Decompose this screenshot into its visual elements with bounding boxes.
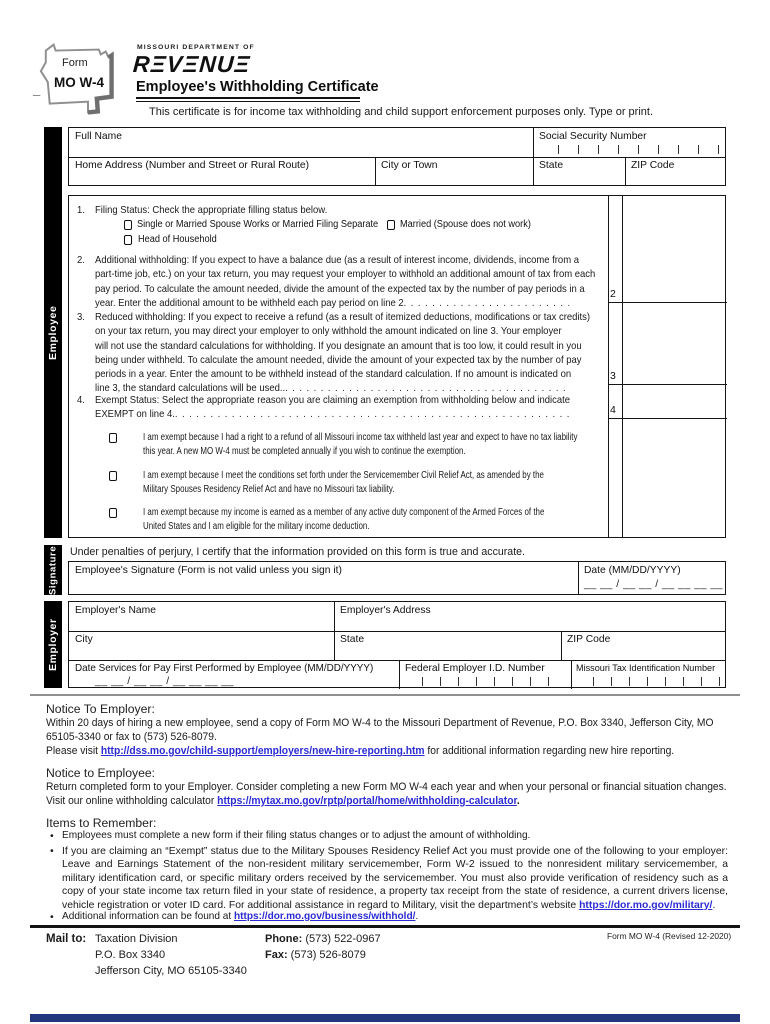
employer-row-divider-1	[69, 631, 725, 632]
exempt-reason-3	[143, 506, 632, 535]
date-services-label: Date Services for Pay First Performed by Employee (MM/DD/YYYY)	[75, 663, 374, 674]
option-single-label: Single or Married Spouse Works or Married Filing Separate	[137, 219, 379, 230]
employer-name-field[interactable]: Employer's Name	[75, 605, 156, 616]
signature-section-band	[44, 545, 62, 595]
checkbox-exempt-military-income[interactable]	[109, 508, 117, 518]
notice-employee-line2-pre: Visit our online withholding calculator	[46, 795, 218, 807]
exempt1-l2: this year. A new MO W-4 must be completed annually if you wish to continue the exemption.	[143, 446, 466, 458]
phone-line	[265, 933, 381, 945]
notice-employee-line2-post: .	[516, 795, 520, 807]
line2-amount-box[interactable]	[624, 216, 725, 301]
margin-mark: _	[33, 82, 41, 97]
mail-address-line1: Taxation Division	[95, 933, 178, 945]
fein-field[interactable]	[405, 677, 565, 686]
checkbox-exempt-refund[interactable]	[109, 433, 117, 443]
line1-num: 1.	[77, 205, 85, 216]
bullet1-glyph: •	[50, 830, 54, 842]
phone-label: Phone:	[265, 933, 303, 945]
exempt1-l1: I am exempt because I had a right to a refund of all Missouri income tax withheld last year and expect to have no tax liability	[143, 432, 578, 443]
bullet3-glyph: •	[50, 911, 54, 923]
notice-employer-line2: 65105-3340 or fax to (573) 526-8079.	[46, 731, 217, 743]
info-table-row-divider	[69, 157, 725, 158]
notice-employee-line2	[46, 795, 520, 807]
form-word: Form	[62, 57, 88, 69]
notice-employer-heading: Notice To Employer:	[46, 702, 155, 716]
line4-dot-leader	[175, 408, 569, 422]
items-bullet2	[62, 845, 728, 914]
exempt3-l1: I am exempt because my income is earned as a member of any active duty component of the Armed Forces of the	[143, 507, 545, 518]
line3-l6: line 3, the standard calculations will be used.. . . .	[95, 382, 569, 396]
items-bullet3-pre: Additional information can be found at	[62, 911, 235, 922]
perjury-statement: Under penalties of perjury, I certify that the information provided on this form is true and accurate.	[70, 546, 525, 558]
form-number: MO W-4	[54, 75, 104, 90]
zip-code-field[interactable]: ZIP Code	[631, 160, 675, 171]
ssn-field-label: Social Security Number	[539, 131, 647, 142]
form-revision: Form MO W-4 (Revised 12-2020)	[607, 931, 732, 941]
employee-lines-box	[68, 195, 726, 538]
option-married-label: Married (Spouse does not work)	[400, 219, 531, 230]
line3-number: 3	[610, 370, 616, 382]
employee-section-band	[44, 127, 62, 538]
withhold-info-link[interactable]: https://dor.mo.gov/business/withhold/	[234, 911, 416, 922]
items-bullet2-pre: If you are claiming an “Exempt” status due to the Military Spouses Residency Relief Act you must provide one of the following to your employer: Leave and Earnings Statement of the non-resident military servicemember, Form W-2 issued to the nonresident military servicemember, a military identification card, or specific military orders received by the servicemember. You must also provide verification of residency such as a copy of your state income tax return filed in your state of residence, a property tax receipt from the state of residence, a current drivers license, vehicle registration or voter ID card. For additional assistance in regard to Military, visit the department’s website	[62, 846, 728, 911]
employee-signature-field[interactable]: Employee's Signature (Form is not valid unless you sign it)	[75, 565, 342, 576]
fax-line	[265, 949, 366, 961]
full-name-field[interactable]: Full Name	[75, 131, 122, 142]
line4-paragraph	[95, 394, 606, 423]
option-head-label: Head of Household	[138, 234, 217, 245]
signature-box	[68, 561, 726, 595]
employer-band-label: Employer	[47, 618, 59, 671]
exempt2-l2: Military Spouses Residency Relief Act and have no Missouri tax liability.	[143, 484, 395, 496]
employer-zip-field[interactable]: ZIP Code	[567, 634, 611, 645]
mail-address-line2: P.O. Box 3340	[95, 949, 166, 961]
employee-info-table	[68, 127, 726, 186]
line3-l5: periods in a year. Enter the amount to be withheld instead of the standard calculation. If no amount is indicated on	[95, 369, 572, 381]
items-heading: Items to Remember:	[46, 816, 157, 830]
bottom-page-bar	[30, 1014, 740, 1022]
form-subtitle: This certificate is for income tax withholding and child support enforcement purposes only. Type or print.	[149, 106, 654, 118]
mo-tax-id-label: Missouri Tax Identification Number	[576, 663, 716, 674]
employer-section-band	[44, 601, 62, 688]
revenue-logo: RΞVΞNUΞ	[132, 51, 252, 77]
city-or-town-field[interactable]: City or Town	[381, 160, 438, 171]
employer-col-fein	[399, 660, 400, 690]
employer-table	[68, 601, 726, 688]
form-title: Employee's Withholding Certificate	[136, 79, 379, 95]
line3-l2: on your tax return, you may direct your employer to only withhold the amount indicated on line 3. Your employer	[95, 326, 562, 338]
items-bullet1: Employees must complete a new form if their filing status changes or to adjust the amount of withholding.	[62, 830, 531, 841]
checkbox-head-of-household[interactable]	[124, 235, 132, 245]
info-table-col-divider-ssn	[533, 128, 534, 185]
line2-l3: pay period. To calculate the amount needed, divide the amount of the expected tax by the number of pay periods in a	[95, 283, 585, 295]
line4-l1: Exempt Status: Select the appropriate reason you are claiming an exemption from withholding below and indicate	[95, 395, 571, 406]
department-line: MISSOURI DEPARTMENT OF	[137, 44, 255, 51]
line4-number: 4	[610, 404, 616, 416]
info-table-col-divider-city	[375, 157, 376, 186]
title-underline-top	[136, 97, 360, 99]
checkbox-married[interactable]	[387, 220, 395, 230]
fein-label: Federal Employer I.D. Number	[405, 663, 545, 674]
items-bullet3	[62, 911, 418, 922]
signature-date-label: Date (MM/DD/YYYY)	[584, 565, 681, 576]
mail-to-label: Mail to:	[46, 933, 87, 945]
new-hire-reporting-link[interactable]: http://dss.mo.gov/child-support/employers/new-hire-reporting.htm	[100, 745, 425, 757]
line2-l4: year. Enter the additional amount to be withheld each pay period on line 2 . . .	[95, 297, 569, 311]
employer-col-moid	[571, 660, 572, 690]
line2-l1: Additional withholding: If you expect to have a balance due (as a result of interest income, dividends, income from a	[95, 255, 580, 266]
exempt-reason-1	[143, 431, 673, 460]
employer-col-name-address	[334, 602, 335, 660]
employer-state-field[interactable]: State	[340, 634, 365, 645]
title-underline-bottom	[136, 101, 360, 103]
employer-section-rule	[30, 694, 740, 696]
state-field[interactable]: State	[539, 160, 564, 171]
phone-value: (573) 522-0967	[302, 933, 381, 945]
line3-num: 3.	[77, 312, 85, 323]
line3-l1: Reduced withholding: If you expect to receive a refund (as a result of itemized deductions, modifications or tax credits)	[95, 312, 591, 323]
line3-amount-box[interactable]	[624, 306, 725, 383]
bullet2-glyph: •	[50, 845, 54, 857]
signature-date-field[interactable]: __ __ / __ __ / __ __ __ __	[584, 578, 724, 590]
items-bullet2-post: .	[712, 899, 716, 911]
line2-l2: part-time job, etc.) on your tax return, you may request your employer to withhold an additional amount of tax from each	[95, 269, 596, 281]
mail-address-line3: Jefferson City, MO 65105-3340	[95, 965, 247, 977]
amount-divider-line4	[608, 418, 727, 419]
line3-l3: will not use the standard calculations for withholding. If you designate an amount that is too low, it could result in you	[95, 340, 582, 352]
signature-band-label: Signature	[47, 545, 59, 595]
employer-row-divider-2	[69, 660, 725, 661]
line4-num: 4.	[77, 395, 85, 406]
withholding-calculator-link[interactable]: https://mytax.mo.gov/rptp/portal/home/withholding-calculator	[217, 795, 517, 807]
exempt2-l1: I am exempt because I meet the conditions set forth under the Servicemember Civil Relief Act, as amended by the	[143, 470, 544, 481]
line3-paragraph	[95, 311, 627, 397]
line2-dot-leader	[404, 297, 570, 311]
employer-address-field[interactable]: Employer's Address	[340, 605, 431, 616]
signature-date-divider	[578, 562, 579, 594]
exempt-reason-2	[143, 469, 632, 498]
checkbox-exempt-servicemember[interactable]	[109, 471, 117, 481]
checkbox-single[interactable]	[124, 220, 132, 230]
notice-employee-heading: Notice to Employee:	[46, 766, 156, 780]
employer-col-zip	[561, 631, 562, 660]
home-address-field[interactable]: Home Address (Number and Street or Rural Route)	[75, 160, 310, 171]
line2-paragraph	[95, 254, 633, 311]
exempt3-l2: United States and I am eligible for the military income deduction.	[143, 521, 370, 533]
line3-l4: being under withheld. To calculate the amount needed, divide the amount of your expected tax by the number of pay	[95, 354, 582, 366]
date-services-field[interactable]: __ __ / __ __ / __ __ __ __	[95, 675, 235, 687]
fax-value: (573) 526-8079	[287, 949, 366, 961]
notice-employer-line1: Within 20 days of hiring a new employee, send a copy of Form MO W-4 to the Missouri Department of Revenue, P.O. Box 3340, Jefferson City, MO	[46, 717, 714, 729]
military-link[interactable]: https://dor.mo.gov/military/	[579, 899, 713, 911]
notice-employee-line1: Return completed form to your Employer. Consider completing a new Form MO W-4 each year and when your personal or financial situation changes.	[46, 781, 727, 793]
line2-number: 2	[610, 288, 616, 300]
notice-employer-line3-post: for additional information regarding new hire reporting.	[424, 745, 675, 757]
line4-l2: EXEMPT on line 4. . . .	[95, 408, 569, 422]
notice-employer-line3-pre: Please visit	[46, 745, 101, 757]
fax-label: Fax:	[265, 949, 288, 961]
line4-amount-box[interactable]	[624, 386, 725, 417]
mo-tax-id-field[interactable]	[576, 677, 721, 686]
footer-rule	[30, 925, 740, 928]
employer-city-field[interactable]: City	[75, 634, 93, 645]
line1-text: Filing Status: Check the appropriate filling status below.	[95, 205, 328, 216]
ssn-field[interactable]	[539, 145, 721, 154]
info-table-col-divider-zip	[625, 157, 626, 186]
notice-employer-line3	[46, 745, 674, 757]
items-bullet3-post: .	[415, 911, 419, 922]
line2-num: 2.	[77, 255, 85, 266]
employee-band-label: Employee	[47, 305, 59, 360]
